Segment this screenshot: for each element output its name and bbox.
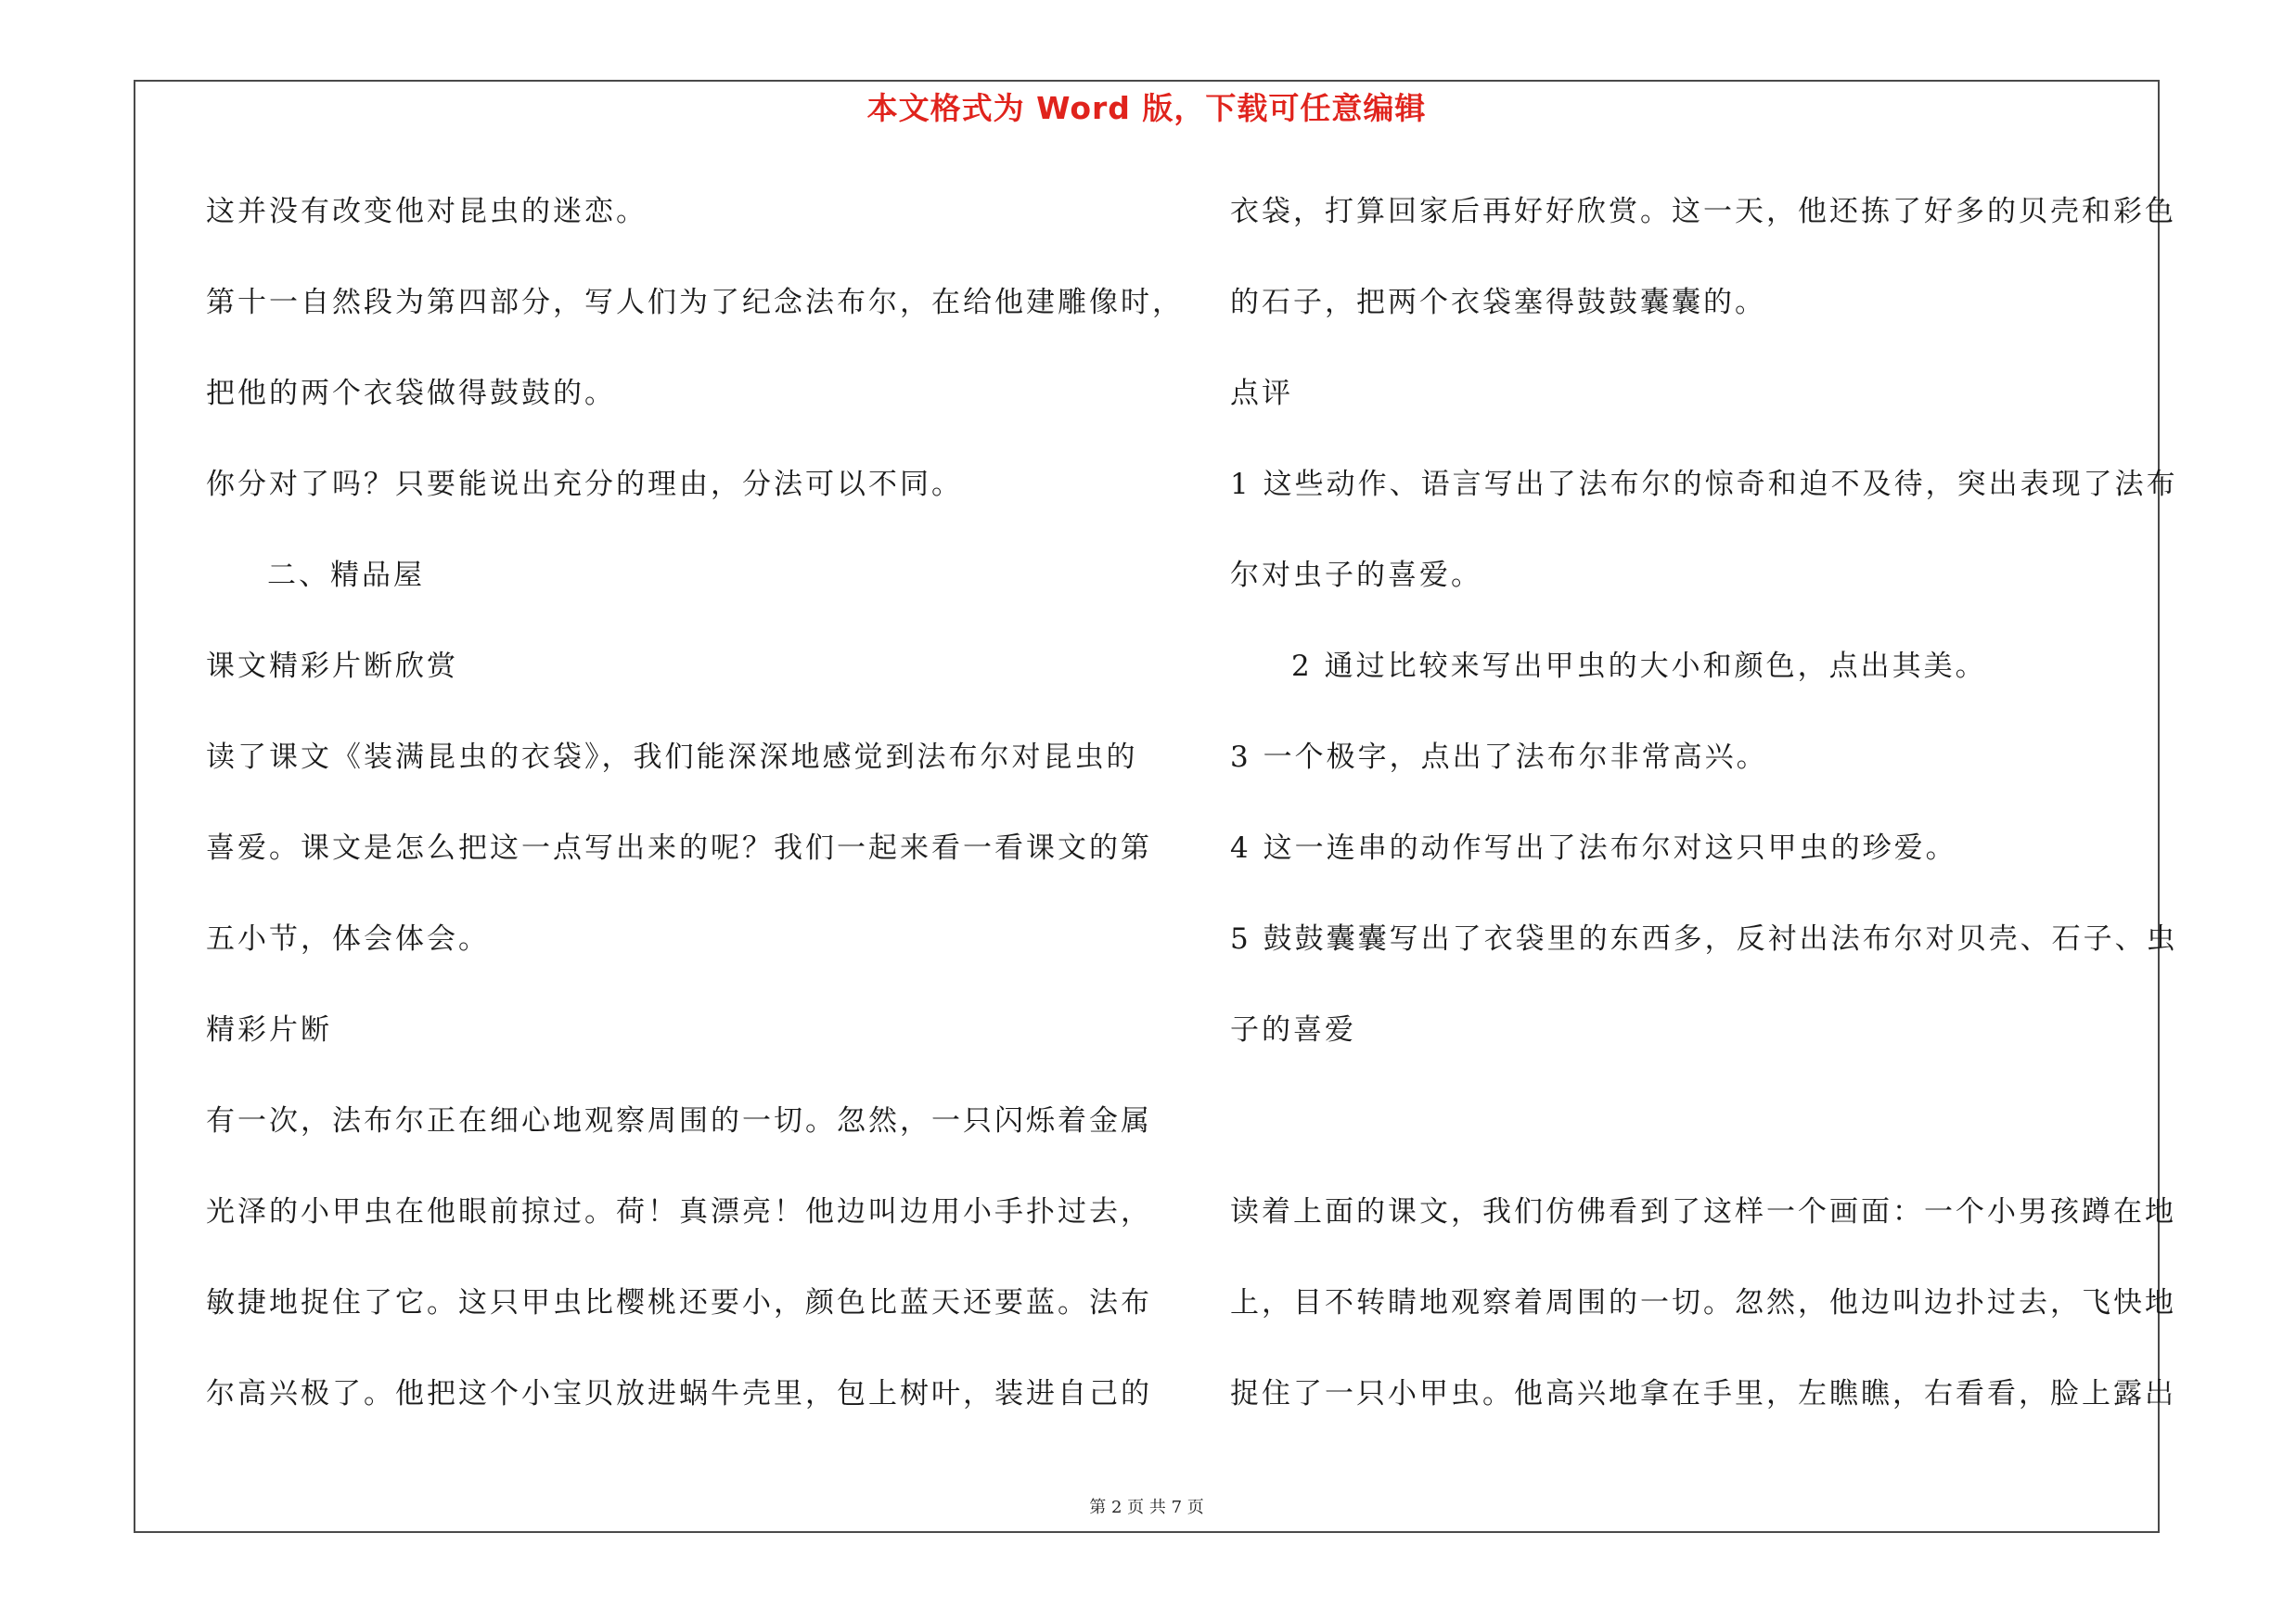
- paragraph-line: 捉住了一只小甲虫。他高兴地拿在手里，左瞧瞧，右看看，脸上露出: [1230, 1377, 2176, 1410]
- paragraph-line: 读了课文《装满昆虫的衣袋》，我们能深深地感觉到法布尔对昆虫的: [206, 741, 1138, 774]
- paragraph-line: 有一次，法布尔正在细心地观察周围的一切。忽然，一只闪烁着金属: [206, 1104, 1152, 1138]
- subsection-heading: 点评: [1230, 377, 1293, 410]
- paragraph-line: 上，目不转睛地观察着周围的一切。忽然，他边叫边扑过去，飞快地: [1230, 1286, 2176, 1320]
- paragraph-line: 光泽的小甲虫在他眼前掠过。荷！真漂亮！他边叫边用小手扑过去，: [206, 1195, 1152, 1229]
- paragraph-line: 读着上面的课文，我们仿佛看到了这样一个画面：一个小男孩蹲在地: [1230, 1195, 2176, 1229]
- paragraph-line: 衣袋，打算回家后再好好欣赏。这一天，他还拣了好多的贝壳和彩色: [1230, 195, 2176, 228]
- section-heading: 二、精品屋: [267, 559, 425, 592]
- right-column: [1230, 184, 2178, 1457]
- document-header-title: 本文格式为 Word 版，下载可任意编辑: [866, 90, 1427, 126]
- paragraph-line: 五小节，体会体会。: [206, 922, 490, 956]
- comment-line: 3 一个极字，点出了法布尔非常高兴。: [1230, 741, 1768, 774]
- comment-line: 尔对虫子的喜爱。: [1230, 559, 1482, 592]
- comment-line: 4 这一连串的动作写出了法布尔对这只甲虫的珍爱。: [1230, 831, 1957, 865]
- paragraph-line: 把他的两个衣袋做得鼓鼓的。: [206, 377, 616, 410]
- paragraph-line: 这并没有改变他对昆虫的迷恋。: [206, 195, 648, 228]
- paragraph-line: 尔高兴极了。他把这个小宝贝放进蜗牛壳里，包上树叶，装进自己的: [206, 1377, 1152, 1410]
- paragraph-line: 第十一自然段为第四部分，写人们为了纪念法布尔，在给他建雕像时，: [206, 286, 1184, 319]
- comment-line: 子的喜爱: [1230, 1013, 1356, 1047]
- paragraph-line: 你分对了吗？只要能说出充分的理由，分法可以不同。: [206, 468, 963, 501]
- comment-line: 2 通过比较来写出甲虫的大小和颜色，点出其美。: [1291, 650, 1987, 683]
- left-column: [206, 184, 1184, 1457]
- paragraph-line: 敏捷地捉住了它。这只甲虫比樱桃还要小，颜色比蓝天还要蓝。法布: [206, 1286, 1152, 1320]
- paragraph-line: 喜爱。课文是怎么把这一点写出来的呢？我们一起来看一看课文的第: [206, 831, 1152, 865]
- subsection-heading: 课文精彩片断欣赏: [206, 650, 458, 683]
- subsection-heading: 精彩片断: [206, 1013, 332, 1047]
- paragraph-line: 的石子，把两个衣袋塞得鼓鼓囊囊的。: [1230, 286, 1766, 319]
- comment-line: 5 鼓鼓囊囊写出了衣袋里的东西多，反衬出法布尔对贝壳、石子、虫: [1230, 922, 2178, 956]
- page-number: 第 2 页 共 7 页: [1089, 1498, 1204, 1517]
- comment-line: 1 这些动作、语言写出了法布尔的惊奇和迫不及待，突出表现了法布: [1230, 468, 2178, 501]
- blank-line: [1230, 1093, 2158, 1184]
